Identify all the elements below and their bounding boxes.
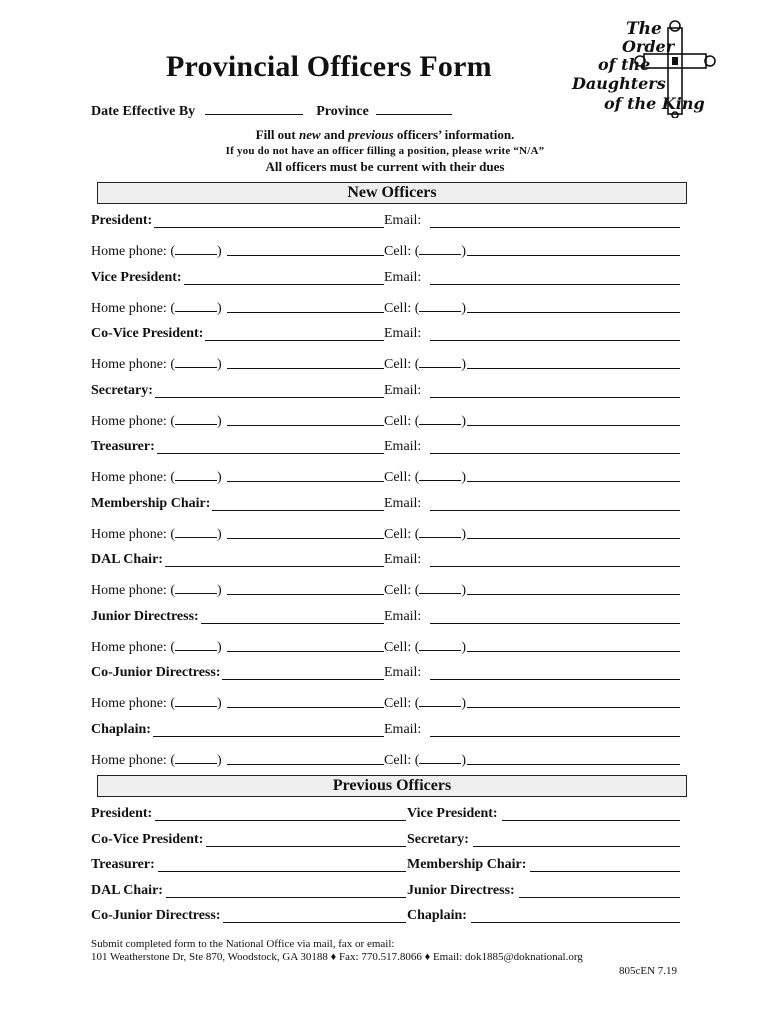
officer-title: Co-Junior Directress: — [91, 665, 221, 680]
officer-name-field[interactable] — [154, 227, 384, 228]
previous-officer-name-field-right[interactable] — [471, 922, 680, 923]
cell-number-field[interactable] — [467, 312, 680, 313]
phone-row — [91, 298, 681, 316]
email-field[interactable] — [430, 227, 680, 228]
cell-close: ) — [461, 301, 467, 316]
phone-row — [91, 241, 681, 259]
cell-number-field[interactable] — [467, 594, 680, 595]
home-phone-close: ) — [216, 527, 222, 542]
cell-area-code-field[interactable] — [419, 241, 461, 255]
cell-number-field[interactable] — [467, 538, 680, 539]
cell-number-field[interactable] — [467, 425, 680, 426]
home-phone-area-code-field[interactable] — [175, 637, 217, 651]
cell-number-field[interactable] — [467, 481, 680, 482]
phone-row — [91, 693, 681, 711]
email-label: Email: — [384, 609, 422, 624]
cell-close: ) — [461, 640, 467, 655]
email-field[interactable] — [430, 453, 680, 454]
cell-number-field[interactable] — [467, 255, 680, 256]
logo-line-1: The — [626, 19, 662, 39]
email-label: Email: — [384, 213, 422, 228]
home-phone-close: ) — [216, 583, 222, 598]
officer-name-field[interactable] — [153, 736, 384, 737]
email-field[interactable] — [430, 397, 680, 398]
home-phone-close: ) — [216, 357, 222, 372]
previous-officer-name-field-left[interactable] — [206, 846, 406, 847]
cell-area-code-field[interactable] — [419, 467, 461, 481]
previous-officer-title-left: DAL Chair: — [91, 883, 163, 898]
email-field[interactable] — [430, 284, 680, 285]
previous-officer-title-right: Chaplain: — [407, 908, 467, 923]
cell-number-field[interactable] — [467, 368, 680, 369]
officer-row — [91, 496, 681, 514]
email-label: Email: — [384, 270, 422, 285]
cell-open: Cell: ( — [384, 527, 420, 542]
cell-close: ) — [461, 357, 467, 372]
previous-officer-row — [91, 883, 681, 901]
cell-area-code-field[interactable] — [419, 750, 461, 764]
home-phone-area-code-field[interactable] — [175, 750, 217, 764]
home-phone-label — [91, 241, 222, 260]
officer-title: Membership Chair: — [91, 496, 211, 511]
email-label: Email: — [384, 722, 422, 737]
officer-title: President: — [91, 213, 153, 228]
home-phone-number-field[interactable] — [227, 255, 384, 256]
home-phone-close: ) — [216, 244, 222, 259]
cell-open: Cell: ( — [384, 244, 420, 259]
previous-officer-title-left: Co-Junior Directress: — [91, 908, 221, 923]
instruction-prefix: Fill out — [255, 127, 296, 142]
cell-area-code-field[interactable] — [419, 298, 461, 312]
home-phone-area-code-field[interactable] — [175, 580, 217, 594]
previous-officer-title-right: Secretary: — [407, 832, 469, 847]
instruction-previous: previous — [348, 127, 394, 142]
email-field[interactable] — [430, 510, 680, 511]
form-code: 805cEN 7.19 — [619, 965, 678, 977]
order-logo — [568, 18, 718, 118]
home-phone-number-field[interactable] — [227, 425, 384, 426]
home-phone-open: Home phone: ( — [91, 244, 175, 259]
officer-row — [91, 213, 681, 231]
home-phone-number-field[interactable] — [227, 481, 384, 482]
officer-name-field[interactable] — [205, 340, 384, 341]
page-title: Provincial Officers Form — [166, 50, 492, 83]
email-field[interactable] — [430, 736, 680, 737]
home-phone-number-field[interactable] — [227, 368, 384, 369]
officer-name-field[interactable] — [157, 453, 384, 454]
officer-title: Treasurer: — [91, 439, 155, 454]
officer-row — [91, 326, 681, 344]
home-phone-label — [91, 298, 222, 317]
home-phone-number-field[interactable] — [227, 651, 384, 652]
email-label: Email: — [384, 552, 422, 567]
previous-officer-name-field-left[interactable] — [158, 871, 406, 872]
previous-officer-title-left: Co-Vice President: — [91, 832, 204, 847]
home-phone-open: Home phone: ( — [91, 640, 175, 655]
officer-row — [91, 722, 681, 740]
officer-row — [91, 665, 681, 683]
cell-close: ) — [461, 753, 467, 768]
cell-label — [384, 750, 466, 769]
home-phone-area-code-field[interactable] — [175, 524, 217, 538]
phone-row — [91, 467, 681, 485]
home-phone-label — [91, 693, 222, 712]
home-phone-label — [91, 580, 222, 599]
previous-officer-title-right: Membership Chair: — [407, 857, 527, 872]
cell-close: ) — [461, 470, 467, 485]
home-phone-area-code-field[interactable] — [175, 241, 217, 255]
home-phone-open: Home phone: ( — [91, 583, 175, 598]
email-label: Email: — [384, 665, 422, 680]
officer-title: DAL Chair: — [91, 552, 163, 567]
home-phone-number-field[interactable] — [227, 312, 384, 313]
home-phone-number-field[interactable] — [227, 707, 384, 708]
cell-label — [384, 298, 466, 317]
date-effective-label: Date Effective By — [91, 104, 196, 119]
cell-label — [384, 241, 466, 260]
home-phone-area-code-field[interactable] — [175, 354, 217, 368]
home-phone-label — [91, 637, 222, 656]
previous-officer-row — [91, 832, 681, 850]
cell-close: ) — [461, 244, 467, 259]
previous-officer-title-left: President: — [91, 806, 153, 821]
cell-label — [384, 354, 466, 373]
cell-label — [384, 693, 466, 712]
cell-number-field[interactable] — [467, 764, 680, 765]
home-phone-area-code-field[interactable] — [175, 411, 217, 425]
home-phone-close: ) — [216, 301, 222, 316]
footer-line-1: Submit completed form to the National Office via mail, fax or email: — [91, 938, 395, 950]
cell-area-code-field[interactable] — [419, 411, 461, 425]
cell-close: ) — [461, 414, 467, 429]
officer-title: Co-Vice President: — [91, 326, 204, 341]
officer-row — [91, 609, 681, 627]
phone-row — [91, 411, 681, 429]
officer-name-field[interactable] — [184, 284, 384, 285]
logo-line-3: of the — [598, 55, 651, 74]
email-field[interactable] — [430, 340, 680, 341]
previous-officer-title-right: Junior Directress: — [407, 883, 515, 898]
officer-row — [91, 383, 681, 401]
phone-row — [91, 637, 681, 655]
cell-label — [384, 637, 466, 656]
home-phone-area-code-field[interactable] — [175, 467, 217, 481]
home-phone-open: Home phone: ( — [91, 301, 175, 316]
cell-close: ) — [461, 696, 467, 711]
new-officers-heading: New Officers — [97, 182, 687, 204]
email-label: Email: — [384, 496, 422, 511]
home-phone-open: Home phone: ( — [91, 414, 175, 429]
previous-officer-name-field-left[interactable] — [155, 820, 406, 821]
cell-open: Cell: ( — [384, 357, 420, 372]
officer-name-field[interactable] — [155, 397, 384, 398]
previous-officer-name-field-left[interactable] — [166, 897, 406, 898]
home-phone-close: ) — [216, 640, 222, 655]
officer-title: Vice President: — [91, 270, 182, 285]
home-phone-area-code-field[interactable] — [175, 298, 217, 312]
email-field[interactable] — [430, 566, 680, 567]
instruction-line-1 — [0, 127, 770, 143]
previous-officer-name-field-right[interactable] — [502, 820, 680, 821]
home-phone-close: ) — [216, 753, 222, 768]
cell-label — [384, 411, 466, 430]
home-phone-number-field[interactable] — [227, 594, 384, 595]
logo-line-5: of the King — [604, 94, 705, 113]
logo-line-4: Daughters — [572, 74, 666, 93]
instruction-and: and — [323, 127, 345, 142]
home-phone-open: Home phone: ( — [91, 470, 175, 485]
cell-area-code-field[interactable] — [419, 693, 461, 707]
previous-officer-name-field-right[interactable] — [519, 897, 680, 898]
cell-close: ) — [461, 583, 467, 598]
cell-label — [384, 524, 466, 543]
instruction-suffix: officers’ information. — [396, 127, 515, 142]
home-phone-label — [91, 354, 222, 373]
phone-row — [91, 580, 681, 598]
cell-open: Cell: ( — [384, 753, 420, 768]
logo-line-2: Order — [622, 37, 675, 56]
cell-open: Cell: ( — [384, 583, 420, 598]
home-phone-open: Home phone: ( — [91, 357, 175, 372]
home-phone-open: Home phone: ( — [91, 696, 175, 711]
previous-officer-title-right: Vice President: — [407, 806, 498, 821]
cell-label — [384, 467, 466, 486]
home-phone-label — [91, 467, 222, 486]
officer-title: Secretary: — [91, 383, 153, 398]
previous-officer-name-field-left[interactable] — [223, 922, 406, 923]
home-phone-label — [91, 750, 222, 769]
officer-title: Chaplain: — [91, 722, 151, 737]
officer-name-field[interactable] — [201, 623, 384, 624]
cell-number-field[interactable] — [467, 707, 680, 708]
cell-open: Cell: ( — [384, 640, 420, 655]
home-phone-number-field[interactable] — [227, 764, 384, 765]
cell-number-field[interactable] — [467, 651, 680, 652]
cell-close: ) — [461, 527, 467, 542]
email-field[interactable] — [430, 623, 680, 624]
previous-officer-name-field-right[interactable] — [473, 846, 680, 847]
previous-officer-row — [91, 806, 681, 824]
previous-officer-name-field-right[interactable] — [530, 871, 680, 872]
home-phone-open: Home phone: ( — [91, 753, 175, 768]
previous-officer-row — [91, 908, 681, 926]
phone-row — [91, 354, 681, 372]
previous-officers-heading: Previous Officers — [97, 775, 687, 797]
cell-area-code-field[interactable] — [419, 637, 461, 651]
footer-line-2: 101 Weatherstone Dr, Ste 870, Woodstock, GA 30188 ♦ Fax: 770.517.8066 ♦ Email: dok1885@doknational.org — [91, 951, 583, 963]
cell-label — [384, 580, 466, 599]
date-province-line — [91, 101, 452, 120]
officer-row — [91, 439, 681, 457]
home-phone-open: Home phone: ( — [91, 527, 175, 542]
home-phone-close: ) — [216, 470, 222, 485]
province-label: Province — [316, 104, 369, 119]
home-phone-label — [91, 524, 222, 543]
email-field[interactable] — [430, 679, 680, 680]
cell-area-code-field[interactable] — [419, 524, 461, 538]
officer-name-field[interactable] — [212, 510, 384, 511]
cell-open: Cell: ( — [384, 470, 420, 485]
cell-open: Cell: ( — [384, 414, 420, 429]
email-label: Email: — [384, 439, 422, 454]
previous-officer-row — [91, 857, 681, 875]
email-label: Email: — [384, 383, 422, 398]
home-phone-area-code-field[interactable] — [175, 693, 217, 707]
footer — [91, 938, 583, 964]
date-effective-field[interactable] — [205, 101, 303, 115]
instruction-line-3: All officers must be current with their dues — [265, 159, 505, 174]
officer-name-field[interactable] — [222, 679, 384, 680]
cell-open: Cell: ( — [384, 301, 420, 316]
cell-open: Cell: ( — [384, 696, 420, 711]
phone-row — [91, 524, 681, 542]
home-phone-label — [91, 411, 222, 430]
instruction-new: new — [299, 127, 321, 142]
cell-area-code-field[interactable] — [419, 354, 461, 368]
officer-row — [91, 270, 681, 288]
home-phone-number-field[interactable] — [227, 538, 384, 539]
officer-row — [91, 552, 681, 570]
previous-officer-title-left: Treasurer: — [91, 857, 155, 872]
cell-area-code-field[interactable] — [419, 580, 461, 594]
officer-name-field[interactable] — [165, 566, 384, 567]
phone-row — [91, 750, 681, 768]
officer-title: Junior Directress: — [91, 609, 199, 624]
home-phone-close: ) — [216, 696, 222, 711]
province-field[interactable] — [376, 101, 452, 115]
instruction-line-2: If you do not have an officer filling a position, please write “N/A” — [225, 145, 545, 157]
email-label: Email: — [384, 326, 422, 341]
home-phone-close: ) — [216, 414, 222, 429]
